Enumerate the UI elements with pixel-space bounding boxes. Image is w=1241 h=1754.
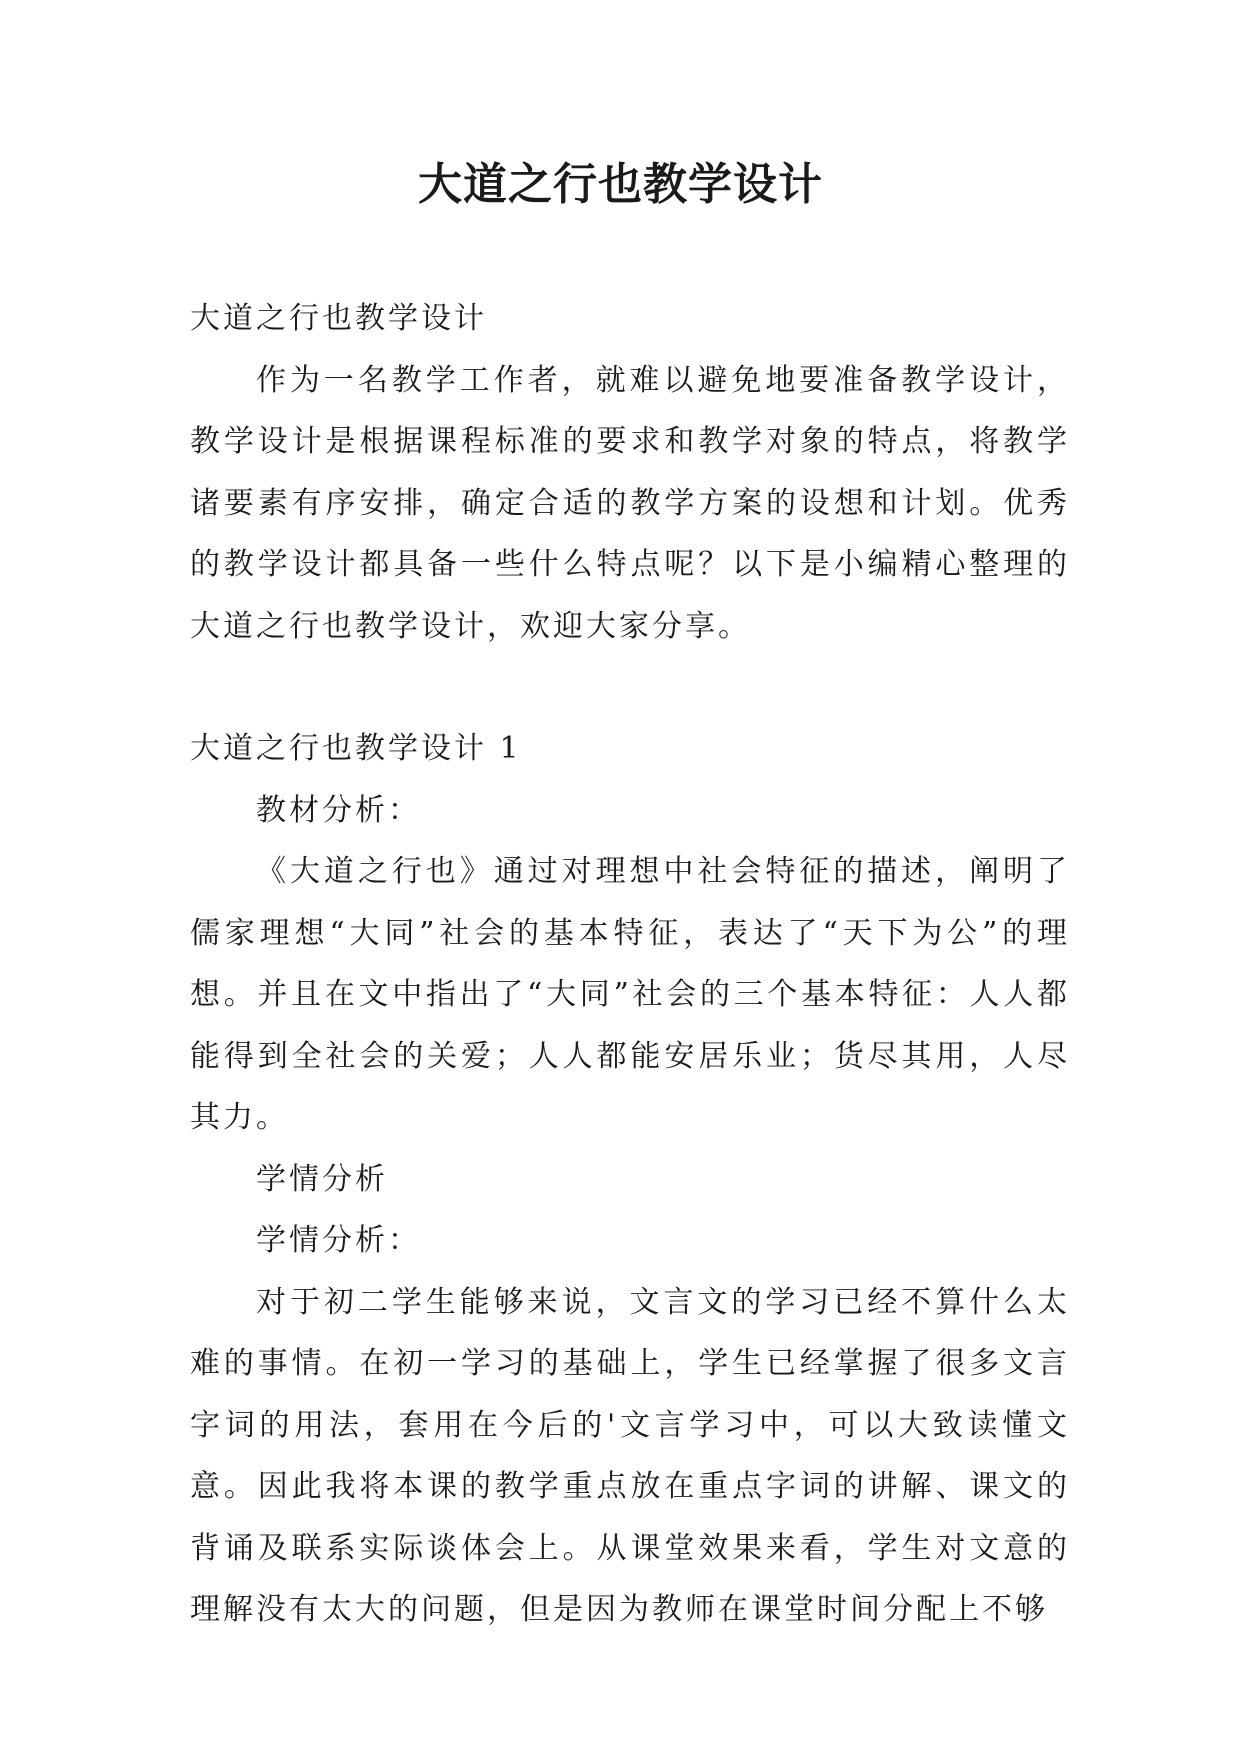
student-analysis-paragraph: 对于初二学生能够来说，文言文的学习已经不算什么太难的事情。在初一学习的基础上，学生已经掌握了很多文言字词的用法，套用在今后的'文言学习中，可以大致读懂文意。因此我将本课的教学重点放在重点字词的讲解、课文的背诵及联系实际谈体会上。从课堂效果来看，学生对文意的理解没有太大的问题，但是因为教师在课堂时间分配上不够 (190, 1284, 1070, 1627)
section-spacer (190, 657, 1070, 718)
textbook-analysis-label: 教材分析： (256, 792, 421, 828)
student-analysis-label: 学情分析： (256, 1223, 421, 1258)
section-heading: 大道之行也教学设计 1 (190, 731, 522, 766)
document-subtitle: 大道之行也教学设计 (190, 301, 487, 336)
document-body (190, 288, 1070, 1641)
document-title: 大道之行也教学设计 (418, 159, 823, 210)
textbook-analysis-paragraph: 《大道之行也》通过对理想中社会特征的描述，阐明了儒家理想“大同”社会的基本特征，表达了“天下为公”的理想。并且在文中指出了“大同”社会的三个基本特征：人人都能得到全社会的关爱；人人都能安居乐业；货尽其用，人尽其力。 (190, 854, 1070, 1135)
student-analysis-heading: 学情分析 (256, 1161, 388, 1197)
intro-paragraph: 作为一名教学工作者，就难以避免地要准备教学设计，教学设计是根据课程标准的要求和教学对象的特点，将教学诸要素有序安排，确定合适的教学方案的设想和计划。优秀的教学设计都具备一些什么特点呢？以下是小编精心整理的大道之行也教学设计，欢迎大家分享。 (190, 362, 1070, 644)
